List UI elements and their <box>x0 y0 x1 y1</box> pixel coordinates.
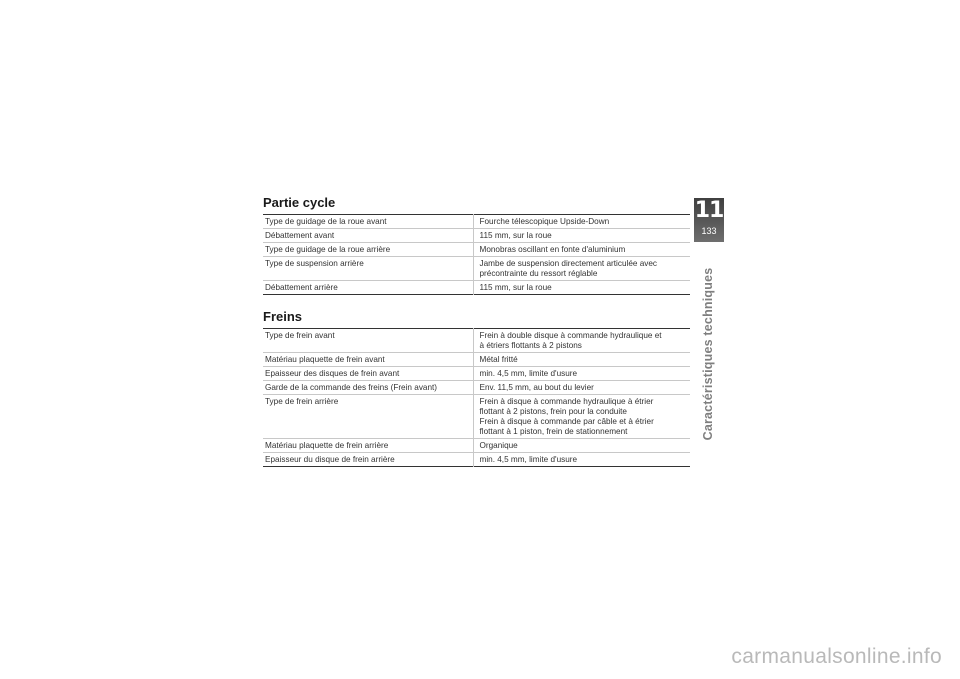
spec-value-line: min. 4,5 mm, limite d'usure <box>479 368 578 378</box>
spec-label: Matériau plaquette de frein avant <box>263 353 473 367</box>
spec-value-line: Frein à double disque à commande hydraulique et <box>479 330 662 340</box>
spec-label: Type de frein avant <box>265 330 335 340</box>
spec-value <box>473 353 690 367</box>
page-number: 133 <box>701 226 717 236</box>
spec-label: Epaisseur du disque de frein arrière <box>263 453 473 467</box>
table-row <box>263 281 690 295</box>
section-title-partie-cycle: Partie cycle <box>263 195 336 210</box>
table-row <box>263 215 690 229</box>
table-row <box>263 243 690 257</box>
chapter-title: Caractéristiques techniques <box>701 267 715 441</box>
table-row <box>263 395 690 439</box>
table-row <box>263 329 690 353</box>
spec-label: Epaisseur des disques de frein avant <box>263 367 473 381</box>
spec-value-line: Jambe de suspension directement articulée avec <box>479 258 657 268</box>
spec-label: Matériau plaquette de frein arrière <box>263 439 473 453</box>
spec-value-line: Env. 11,5 mm, au bout du levier <box>479 382 594 392</box>
spec-value <box>473 381 690 395</box>
spec-value-line: min. 4,5 mm, limite d'usure <box>479 454 578 464</box>
spec-label: Débattement avant <box>263 229 473 243</box>
spec-value <box>473 439 690 453</box>
spec-value <box>473 281 690 295</box>
chapter-tab <box>694 198 724 242</box>
table-row <box>263 381 690 395</box>
watermark: carmanualsonline.info <box>731 645 942 668</box>
spec-value-line: flottant à 1 piston, frein de stationnement <box>479 426 628 436</box>
spec-table-freins <box>263 328 690 467</box>
spec-value-line: Frein à disque à commande par câble et à étrier <box>479 416 654 426</box>
spec-label: Garde de la commande des freins (Frein avant) <box>263 381 473 395</box>
spec-value-line: Monobras oscillant en fonte d'aluminium <box>479 244 626 254</box>
spec-value-line: à étriers flottants à 2 pistons <box>479 340 582 350</box>
spec-label: Type de suspension arrière <box>263 257 473 281</box>
table-row <box>263 257 690 281</box>
spec-label: Débattement arrière <box>263 281 473 295</box>
spec-value-line: Organique <box>479 440 518 450</box>
spec-value <box>473 329 690 353</box>
spec-value <box>473 395 690 439</box>
spec-label: Type de guidage de la roue arrière <box>263 243 473 257</box>
spec-value-line: flottant à 2 pistons, frein pour la conduite <box>479 406 627 416</box>
table-row <box>263 229 690 243</box>
spec-label: Type de frein arrière <box>263 395 473 439</box>
spec-table-partie-cycle <box>263 214 690 295</box>
spec-value-line: 115 mm, sur la roue <box>479 282 552 292</box>
spec-value <box>473 229 690 243</box>
table-row <box>263 453 690 467</box>
table-row <box>263 439 690 453</box>
spec-value <box>473 453 690 467</box>
spec-value <box>473 257 690 281</box>
spec-value <box>473 215 690 229</box>
chapter-number: 11 <box>694 198 724 223</box>
table-row <box>263 367 690 381</box>
spec-value-line: Métal fritté <box>479 354 518 364</box>
spec-value-line: 115 mm, sur la roue <box>479 230 552 240</box>
spec-value-line: Fourche télescopique Upside-Down <box>479 216 610 226</box>
spec-label: Type de guidage de la roue avant <box>265 216 387 226</box>
spec-value <box>473 367 690 381</box>
table-row <box>263 353 690 367</box>
spec-value <box>473 243 690 257</box>
section-title-freins: Freins <box>263 309 303 324</box>
spec-value-line: Frein à disque à commande hydraulique à étrier <box>479 396 654 406</box>
spec-value-line: précontrainte du ressort réglable <box>479 268 598 278</box>
